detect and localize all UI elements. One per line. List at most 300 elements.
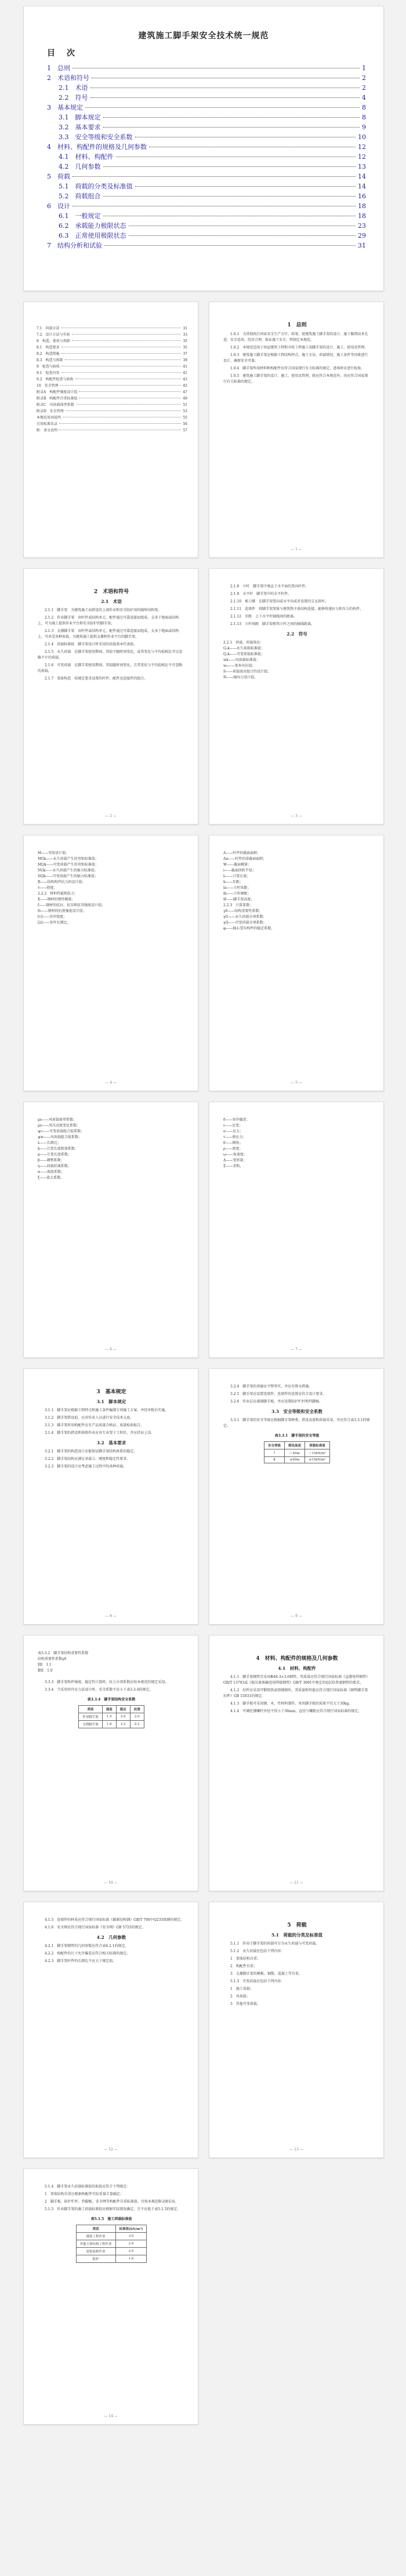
toc-entry-page: 41 — [183, 371, 187, 375]
symbol-item: η——荷载折减系数； — [38, 1164, 71, 1168]
symbol-item: ε——应变； — [223, 1124, 243, 1128]
doc-page-4 — [23, 568, 198, 824]
doc-page-16 — [23, 2168, 198, 2425]
toc-entry[interactable] — [37, 332, 187, 338]
symbol-item: 2.2.3 计算系数： — [223, 903, 253, 907]
paragraph: 4.1.3 脚手板可采用钢、木、竹材料制作，单块脚手板的质量不宜大于30kg。 — [230, 1702, 353, 1706]
document-title: 建筑施工脚手架安全技术统一规范 — [138, 31, 269, 41]
table-cell: ＞15kN/m² — [305, 1449, 330, 1457]
paragraph: 1 架体结构自重应根据构配件实际重量计算确定； — [45, 2192, 124, 2196]
toc-entry[interactable] — [37, 364, 187, 370]
table-row — [76, 2240, 147, 2248]
toc-entry-label: 4.1 材料、构配件 — [59, 153, 114, 161]
symbol-item: w₀——基本风压值； — [223, 664, 256, 668]
toc-entry[interactable] — [37, 370, 187, 376]
toc-entry-page: 8 — [362, 104, 366, 111]
paragraph: 3.1.4 脚手架的搭设和拆除作业应由专业架子工担任，并应持证上岗。 — [45, 1431, 155, 1435]
table-header-row — [79, 1706, 144, 1713]
toc-entry-label: 5 荷载 — [47, 173, 70, 180]
toc-entry-page: 8 — [362, 114, 366, 121]
toc-entry[interactable] — [37, 402, 187, 408]
toc-entry-page: 9 — [362, 123, 366, 131]
toc-entry[interactable] — [37, 408, 187, 415]
paragraph: 1.0.2 本规范适用于房屋建筑工程和市政工程施工用脚手架的设计、施工、使用及管理。 — [230, 346, 368, 350]
paragraph: 3.3.3 脚手架构件强度、稳定性计算时，抗力分项系数应按本规范的规定采用。 — [45, 1680, 169, 1684]
symbol-item: Δ——变形量； — [223, 1158, 247, 1162]
toc-leader-dots — [135, 186, 356, 187]
toc-entry-label: 6 设计 — [47, 202, 70, 210]
paragraph: 4.1.2 扣件应采用可锻铸铁或铸钢制作，其质量和性能应符合现行国家标准《钢管脚手架扣件》GB 15831的规定。 — [223, 1688, 368, 1698]
section-title: 5.1 荷载的分类及标准值 — [271, 1932, 323, 1938]
paragraph: 1.0.1 为贯彻执行国家安全生产方针、政策，使建筑施工脚手架的设计、施工做到技术先进、安全适用、经济合理，保证施工安全，特制定本规范。 — [223, 332, 368, 342]
toc-entry[interactable] — [47, 241, 366, 250]
toc-leader-dots — [129, 235, 356, 236]
table-row — [79, 1713, 144, 1721]
toc-entry[interactable] — [37, 427, 187, 434]
chapter-title: 2 术语和符号 — [93, 589, 129, 595]
toc-entry-page: 14 — [358, 173, 366, 180]
symbol-item: l₀——计算长度； — [223, 874, 251, 878]
table-of-contents — [24, 63, 383, 250]
table-header-cell: 抗滑 — [130, 1706, 144, 1713]
paragraph: 3.3.1 脚手架的安全等级应根据脚手架种类、搭设高度和荷载采用，并应符合表3.3.1的规定。 — [223, 1418, 370, 1428]
doc-page-15 — [209, 1902, 384, 2158]
toc-entry[interactable] — [47, 172, 366, 181]
symbol-item: R——结构构件抗力的设计值； — [38, 880, 86, 884]
toc-entry[interactable] — [37, 357, 187, 364]
symbol-item: 2.2.1 荷载、荷载效应： — [223, 641, 264, 645]
table-cell: ＞40m — [285, 1449, 305, 1457]
toc-entry-label: 1 总则 — [47, 64, 70, 72]
toc-entry[interactable] — [37, 344, 187, 351]
table-cell: 1.5 — [102, 1713, 116, 1721]
paragraph: 3.2.1 脚手架的构造设计应能保证脚手架结构体系的稳定。 — [45, 1449, 137, 1454]
doc-page-12 — [23, 1635, 198, 1891]
table-header-cell: 强度 — [102, 1706, 116, 1713]
symbol-item: G₁k——永久荷载标准值； — [223, 646, 264, 651]
page-number: — 2 — — [105, 814, 117, 818]
table-caption: 表5.1.5 施工荷载标准值 — [90, 2217, 132, 2221]
table-header-row — [76, 2225, 147, 2233]
toc-entry-label: 5.1 荷载的分类及标准值 — [59, 183, 133, 190]
toc-entry[interactable] — [59, 221, 366, 231]
paragraph: 4.2.1 脚手架钢管的几何参数应符合表4.2.1的规定。 — [45, 1944, 129, 1948]
symbol-item: f——钢材的抗拉、抗压和抗弯强度设计值； — [38, 903, 106, 907]
toc-entry-page: 1 — [362, 64, 366, 72]
toc-entry-label: 本规范用词说明 — [37, 416, 61, 420]
symbol-item: MQk——可变荷载产生的弯矩标准值； — [38, 863, 99, 867]
toc-continued — [37, 325, 187, 434]
doc-page-11 — [209, 1368, 384, 1625]
toc-entry-page: 33 — [183, 333, 187, 337]
toc-entry-label: 7.2 设计方法与实验 — [37, 333, 70, 337]
toc-entry[interactable] — [37, 376, 187, 383]
paragraph: 2.1.9 水平杆 脚手架中的水平杆件。 — [230, 592, 292, 596]
symbol-item: ψw——风荷载组合值系数； — [38, 1135, 82, 1139]
table-cell: 2.0 — [115, 2248, 147, 2255]
table-cell: 2.2 — [130, 1721, 144, 1728]
paragraph: 2.1.12 步距 上下水平杆轴线间的距离。 — [230, 615, 298, 619]
paragraph: 2.1.7 架体构造 按规定要求设置的杆件、配件及连接件的组合。 — [45, 677, 148, 681]
symbol-item: k——计算长度附加系数； — [38, 1147, 78, 1151]
toc-entry[interactable] — [37, 395, 187, 402]
symbol-item: [λ]——容许长细比。 — [38, 921, 71, 925]
data-table — [78, 1705, 144, 1728]
toc-leader-dots — [72, 340, 182, 341]
table-cell: 1.6 — [102, 1721, 116, 1728]
table-header-row — [264, 1442, 330, 1449]
paragraph: 2 脚手板、防护栏杆、挡脚板、安全网等构配件自重标准值，宜按本规范附录B采用。 — [45, 2200, 179, 2204]
symbol-item: δ——容许偏差； — [223, 1118, 250, 1122]
toc-entry[interactable] — [59, 93, 366, 103]
doc-page-5 — [209, 568, 384, 824]
toc-leader-dots — [85, 107, 360, 108]
table-line: Ⅰ级 1.1 — [38, 1663, 52, 1667]
toc-entry-page: 43 — [183, 377, 187, 382]
doc-page-10 — [23, 1368, 198, 1625]
doc-page-14 — [23, 1902, 198, 2158]
toc-entry-page: 13 — [358, 163, 366, 170]
table-cell: 2.2 — [116, 1721, 130, 1728]
symbol-item: ξ——放大系数。 — [38, 1176, 64, 1180]
chapter-title: 3 基本规定 — [96, 1389, 126, 1395]
table-line: Ⅱ级 1.0 — [38, 1669, 53, 1673]
toc-entry-page: 18 — [358, 212, 366, 220]
paragraph: 1.0.5 建筑施工脚手架的设计、施工、使用及管理，除应符合本规范外，尚应符合国家现行有关标准的规定。 — [223, 374, 368, 384]
symbol-item: λ——长细比； — [38, 1141, 61, 1145]
toc-entry-page: 55 — [183, 416, 187, 420]
table-cell: 装饰装修作业 — [76, 2248, 115, 2255]
table-row — [76, 2248, 147, 2255]
toc-entry[interactable] — [59, 132, 366, 142]
symbol-item: σ——应力； — [223, 1129, 244, 1133]
symbol-item: W——截面模量； — [223, 863, 252, 867]
toc-entry-label: 8.1 构造要求 — [37, 346, 60, 350]
toc-entry-label: 8 构造、使用与拆除 — [37, 339, 70, 343]
table-row — [79, 1721, 144, 1728]
toc-entry[interactable] — [59, 152, 366, 162]
symbol-item: wk——风荷载标准值； — [223, 658, 260, 662]
paragraph: 4.2.3 脚手架杆件的长细比不应大于规定值。 — [45, 1959, 117, 1963]
paragraph: 2.1.4 荷载标准值 脚手架设计时采用的荷载基本代表值。 — [45, 642, 137, 646]
page-number: — 1 — — [291, 547, 302, 551]
paragraph: 3.1.2 脚手架搭设前，应对作业人员进行安全技术交底。 — [45, 1416, 134, 1420]
symbol-item: lb——立杆横距； — [223, 892, 251, 896]
symbol-item: β——调整系数； — [38, 1158, 64, 1162]
table-header-cell: 搭设高度 — [285, 1442, 305, 1449]
toc-entry-label: 3.2 基本要求 — [59, 123, 101, 131]
toc-entry-page: 23 — [358, 222, 366, 230]
chapter-title: 1 总则 — [287, 322, 307, 328]
toc-entry-label: 7.1 荷载方法 — [37, 326, 60, 330]
table-cell: 作业脚手架 — [79, 1713, 103, 1721]
table-header-cell: 安全等级 — [264, 1442, 285, 1449]
toc-entry[interactable] — [59, 83, 366, 93]
toc-entry-page: 47 — [183, 390, 187, 394]
symbol-item: la——立杆纵距； — [223, 886, 251, 890]
toc-entry-page: 14 — [358, 183, 366, 190]
paragraph: 3.2.6 作业层应满铺脚手板，并应设置防护栏杆和挡脚板。 — [230, 1400, 323, 1404]
table-caption: 表3.3.4 脚手架结构安全系数 — [87, 1698, 136, 1702]
page-number: — 9 — — [291, 1614, 302, 1618]
doc-page-2 — [23, 301, 198, 558]
toc-entry[interactable] — [47, 103, 366, 112]
symbol-item: MGk——永久荷载产生的弯矩标准值； — [38, 857, 99, 861]
toc-entry-label: 附录A 构配件强度设计值 — [37, 390, 78, 394]
toc-entry-label: 3 基本规定 — [47, 104, 83, 111]
toc-entry-page: 12 — [358, 153, 366, 161]
symbol-item: E——钢材的弹性模量； — [38, 898, 75, 902]
paragraph: 2.1.11 连墙件 将脚手架架体与建筑物主体结构连接，能够传递拉力和压力的构件。 — [230, 607, 364, 611]
doc-page-13 — [209, 1635, 384, 1891]
symbol-item: γG——永久荷载分项系数； — [223, 915, 267, 919]
toc-entry-page: 56 — [183, 422, 187, 426]
toc-leader-dots — [103, 196, 356, 197]
symbol-item: μ——计算长度系数； — [38, 1153, 71, 1157]
toc-leader-dots — [90, 97, 360, 98]
table-line: 表3.3.2 脚手架结构重要性系数 — [38, 1651, 89, 1655]
toc-leader-dots — [72, 176, 356, 177]
toc-entry-label: 3.1 脚本规定 — [59, 114, 101, 121]
symbol-item: ρ——密度； — [223, 1147, 243, 1151]
page-number: — 10 — — [104, 1881, 118, 1885]
table-header-cell: 类别 — [76, 2225, 115, 2233]
toc-leader-dots — [61, 372, 182, 373]
toc-entry-page: 29 — [358, 232, 366, 239]
page-number: — 14 — — [104, 2414, 118, 2418]
table-cell: 3.0 — [115, 2233, 147, 2240]
table-row — [264, 1457, 330, 1463]
toc-entry[interactable] — [37, 351, 187, 357]
table-cell: ≤15kN/m² — [305, 1457, 330, 1463]
paragraph: 2.1.2 作业脚手架 由杆件或结构单元、配件通过可靠连接而组成，支承于地面或结构上，可为施工提供作业平台和安全防护的脚手架。 — [38, 616, 179, 626]
toc-entry-label: 9 检查与验收 — [37, 365, 60, 369]
paragraph: 1 架体结构自重； — [230, 1957, 260, 1961]
toc-entry-label: 8.3 构造与拆除 — [37, 358, 63, 362]
section-title: 3.3 安全等级和安全系数 — [271, 1409, 323, 1414]
toc-leader-dots — [79, 391, 181, 392]
paragraph: 1.0.3 建筑施工脚手架应根据工程结构特点、施工方法、荷载情况、施工条件等因素进行设计，确保安全可靠。 — [223, 353, 368, 363]
symbol-item: v——挠度； — [38, 886, 57, 890]
table-cell: 2.0 — [130, 1713, 144, 1721]
toc-entry[interactable] — [37, 389, 187, 395]
table-caption: 表3.3.1 脚手架的安全等级 — [274, 1434, 320, 1438]
symbol-item: φ——轴心受压构件的稳定系数。 — [223, 927, 275, 931]
symbol-item: Q₁k——可变荷载标准值； — [223, 652, 264, 656]
table-cell: 砌筑工程作业 — [76, 2233, 115, 2240]
toc-entry-label: 6.3 正常使用极限状态 — [59, 232, 126, 239]
paragraph: 2 构配件自重； — [230, 1964, 257, 1968]
section-title: 2.1 术语 — [101, 599, 122, 604]
paragraph: 2.1.6 可变荷载 在脚手架使用期间，其值随时间变化，且其变化与平均值相比不可忽略的荷载。 — [38, 663, 183, 673]
toc-entry-label: 4 材料、构配件的规格及几何参数 — [47, 143, 147, 151]
symbol-item: μs——风荷载体型系数； — [38, 1118, 77, 1122]
paragraph: 3.2.3 脚手架的设计应考虑施工过程中的各种荷载。 — [45, 1465, 127, 1469]
table-row — [264, 1449, 330, 1457]
toc-entry-label: 附：条文说明 — [37, 428, 58, 433]
section-title: 3.2 基本要求 — [96, 1440, 126, 1445]
paragraph: 2.1.13 立杆间距 脚手架相邻立杆之间的轴线距离。 — [230, 622, 315, 626]
paragraph: 2.1.3 支撑脚手架 由杆件或结构单元、配件通过可靠连接而组成，支承于地面或结构上，可承受各种荷载，为建筑施工提供支撑和作业平台的脚手架。 — [38, 629, 179, 639]
cover-page — [23, 6, 384, 291]
page-number: — 4 — — [105, 1081, 117, 1085]
toc-entry-label: 5.2 荷载组合 — [59, 192, 101, 200]
toc-entry-page: 31 — [358, 242, 366, 249]
paragraph: 4.1.6 安全网应符合现行国家标准《安全网》GB 5725的规定。 — [45, 1925, 146, 1930]
symbol-item: NQk——可变荷载产生的轴力标准值； — [38, 874, 98, 878]
data-table — [76, 2225, 147, 2263]
table-row — [76, 2233, 147, 2240]
toc-leader-dots — [76, 404, 182, 405]
toc-entry-label: 2.2 符号 — [59, 94, 88, 101]
paragraph: 1.0.4 脚手架所用材料和构配件应符合国家现行有关标准的规定，进场时应进行检验。 — [230, 366, 365, 370]
toc-leader-dots — [59, 423, 181, 424]
symbol-item: [v]——容许挠度； — [38, 915, 67, 919]
toc-leader-dots — [66, 410, 182, 411]
toc-entry-label: 4.2 几何参数 — [59, 163, 101, 170]
symbol-item: M——弯矩设计值； — [38, 851, 70, 855]
table-header-cell: 类别 — [79, 1706, 103, 1713]
toc-entry-page: 2 — [362, 74, 366, 82]
paragraph: 2 风荷载； — [230, 1994, 250, 1999]
paragraph: 3.2.2 脚手架结构应满足承载力、刚度和稳定性要求。 — [45, 1457, 130, 1461]
chapter-title: 4 材料、构配件的规格及几何参数 — [256, 1656, 338, 1662]
page-number: — 6 — — [105, 1347, 117, 1351]
toc-entry[interactable] — [59, 211, 366, 221]
paragraph: 2.1.1 脚手架 为建筑施工而搭设的上部作业和安全防护用的临时结构架。 — [45, 608, 162, 612]
toc-entry-page: 18 — [358, 202, 366, 210]
toc-entry[interactable] — [59, 181, 366, 191]
toc-entry-label: 9.2 构配件检查与验收 — [37, 377, 74, 382]
table-cell: Ⅱ — [264, 1457, 285, 1463]
toc-entry[interactable] — [37, 338, 187, 344]
page-number: — 3 — — [291, 814, 302, 818]
toc-entry-page: 37 — [183, 352, 187, 356]
paragraph: 3.2.4 脚手架的基础应平整坚实，并应有排水措施。 — [230, 1385, 313, 1389]
data-table — [264, 1441, 330, 1463]
doc-page-7 — [209, 835, 384, 1091]
table-cell: 防护 — [76, 2255, 115, 2263]
toc-entry-page: 4 — [362, 94, 366, 101]
toc-entry[interactable] — [59, 122, 366, 132]
toc-entry-label: 附录D 安全管理 — [37, 409, 64, 413]
toc-heading: 目 次 — [47, 49, 77, 58]
symbol-item: A——杆件的截面面积； — [223, 851, 261, 855]
paragraph: 2.1.8 立杆 脚手架中垂直于水平面的竖向杆件。 — [230, 584, 309, 588]
table-row — [76, 2255, 147, 2263]
toc-entry-page: 53 — [183, 409, 187, 413]
symbol-item: H——脚手架高度； — [223, 898, 255, 902]
toc-leader-dots — [103, 166, 356, 167]
symbol-item: 2.2.2 材料性能和抗力： — [38, 892, 78, 896]
symbol-item: γ0——结构重要性系数； — [223, 909, 263, 913]
toc-entry[interactable] — [37, 383, 187, 389]
paragraph: 3.1.3 脚手架所用构配件应有产品质量合格证、质量检验报告。 — [45, 1423, 144, 1427]
toc-entry-page: 51 — [183, 403, 187, 407]
table-cell: Ⅰ — [264, 1449, 285, 1457]
toc-entry-page: 41 — [183, 365, 187, 369]
toc-entry-page: 12 — [358, 143, 366, 151]
symbol-item: An——杆件的净截面面积； — [223, 857, 267, 861]
toc-entry[interactable] — [59, 191, 366, 201]
symbol-item: NGk——永久荷载产生的轴力标准值； — [38, 869, 98, 873]
table-cell: 1.0 — [115, 2255, 147, 2263]
paragraph: 4.1.1 脚手架钢管宜采用Φ48.3×3.6钢管，其质量应符合现行国家标准《直缝电焊钢管》GB/T 13793或《低压流体输送用焊接钢管》GB/T 3091中规定的Q235普通钢管的要求。 — [223, 1675, 370, 1685]
table-cell: 支撑脚手架 — [79, 1721, 103, 1728]
page-number: — 12 — — [104, 2148, 118, 2152]
toc-entry[interactable] — [37, 415, 187, 421]
table-line: 结构重要性系数γ0 — [38, 1657, 67, 1661]
toc-entry[interactable] — [37, 325, 187, 332]
paragraph: 3.2.5 脚手架应设置连墙件，连墙件的设置应符合设计要求。 — [230, 1392, 327, 1396]
doc-page-6 — [23, 835, 198, 1091]
toc-leader-dots — [103, 117, 360, 118]
table-header-cell: 稳定 — [116, 1706, 130, 1713]
page-number: — 7 — — [291, 1347, 302, 1351]
table-cell: 2.0 — [116, 1713, 130, 1721]
symbol-item: γQ——可变荷载分项系数； — [223, 921, 267, 925]
paragraph: 4.1.4 可调托撑螺杆外径不得小于36mm，直径与螺距应符合现行国家标准的规定。 — [230, 1709, 362, 1713]
doc-page-8 — [23, 1102, 198, 1358]
toc-entry-label: 2 术语和符号 — [47, 74, 89, 82]
table-header-cell: 荷载标准值 — [305, 1442, 330, 1449]
paragraph: 4.2.2 构配件的尺寸允许偏差应符合相关标准的规定。 — [45, 1952, 130, 1956]
toc-entry-page: 16 — [358, 192, 366, 200]
toc-entry-label: 2.1 术语 — [59, 84, 88, 92]
paragraph: 5.1.3 可变荷载应包括下列内容： — [230, 1979, 285, 1983]
toc-entry[interactable] — [47, 201, 366, 211]
symbol-item: N——轴向力设计值。 — [223, 675, 258, 680]
symbol-item: h——步距； — [223, 880, 243, 884]
toc-entry-label: 3.3 安全等级和安全系数 — [59, 133, 133, 141]
paragraph: 2.1.10 剪刀撑 在脚手架竖向或水平向成对设置的交叉斜杆。 — [230, 600, 329, 604]
page-number: — 5 — — [291, 1081, 302, 1085]
toc-entry[interactable] — [47, 73, 366, 83]
toc-entry-page: 39 — [183, 358, 187, 362]
toc-entry[interactable] — [47, 63, 366, 73]
symbol-item: θ——倾角； — [223, 1141, 243, 1145]
toc-entry-page: 57 — [183, 428, 187, 433]
toc-entry-page: 31 — [183, 326, 187, 330]
table-cell: ≤40m — [285, 1457, 305, 1463]
toc-entry-label: 7 结构分析和试验 — [47, 242, 102, 249]
table-cell: 2.0 — [115, 2240, 147, 2248]
paragraph: 5.1.2 永久荷载应包括下列内容： — [230, 1949, 285, 1953]
toc-entry[interactable] — [47, 142, 366, 152]
chapter-title: 5 荷载 — [287, 1923, 307, 1928]
toc-entry-label: 6.1 一般规定 — [59, 212, 101, 220]
toc-entry[interactable] — [37, 421, 187, 427]
toc-entry[interactable] — [59, 231, 366, 241]
paragraph: 3 支撑脚手架的模板、钢筋、混凝土等自重。 — [230, 1972, 302, 1976]
symbol-item: μz——风压高度变化系数； — [38, 1124, 81, 1128]
toc-leader-dots — [104, 245, 356, 246]
section-title: 2.2 符号 — [287, 631, 307, 637]
page-number: — 11 — — [289, 1881, 303, 1885]
table-header-cell: 标准值(kN/m²) — [115, 2225, 147, 2233]
symbol-item: fv——钢材的抗剪强度设计值； — [38, 909, 86, 913]
toc-entry[interactable] — [59, 162, 366, 172]
page-number: — 13 — — [289, 2148, 303, 2152]
doc-page-9 — [209, 1102, 384, 1358]
toc-entry[interactable] — [59, 112, 366, 122]
paragraph: 5.1.4 脚手架永久荷载标准值的取值应符合下列规定： — [45, 2185, 130, 2189]
paragraph: 2.1.5 永久荷载 在脚手架使用期间，其值不随时间变化，或其变化与平均值相比可以忽略不计的荷载。 — [38, 650, 183, 660]
toc-entry-page: 2 — [362, 84, 366, 92]
section-title: 3.1 脚本规定 — [96, 1399, 126, 1404]
toc-entry-label: 9.1 检查内容 — [37, 371, 60, 375]
symbol-item: τ——剪应力； — [223, 1135, 246, 1139]
